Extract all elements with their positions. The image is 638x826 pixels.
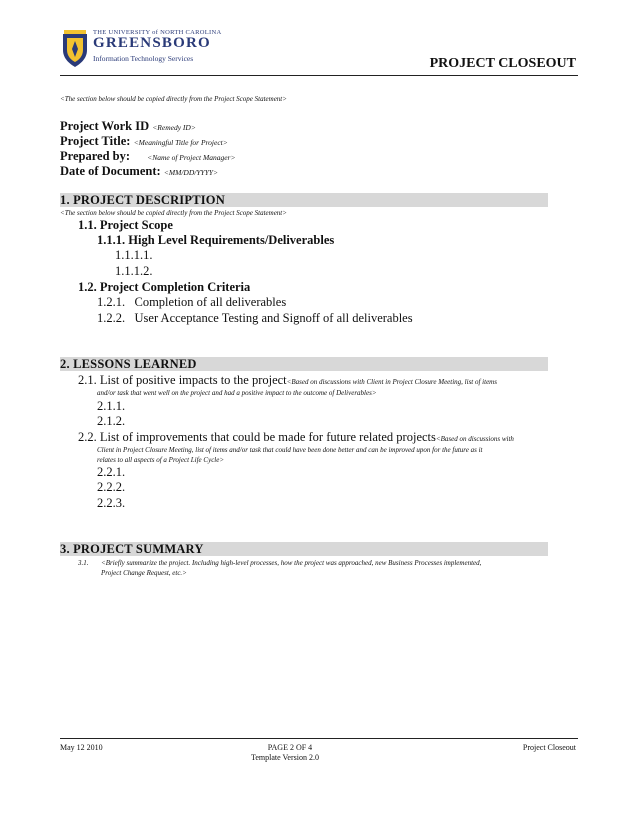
positive-impacts-note: <Based on discussions with Client in Project Closure Meeting, list of items (286, 378, 497, 386)
date-row (60, 164, 218, 179)
summary-note: <Briefly summarize the project. Including high-level processes, how the project was approached, new Business Processes implemented, (101, 559, 482, 567)
improvements-note: <Based on discussions with (435, 435, 514, 443)
positive-impacts-row (78, 373, 497, 388)
positive-item: 2.1.2. (97, 414, 126, 428)
logo-line-3: Information Technology Services (93, 54, 194, 63)
summary-item-number: 3.1. (78, 559, 89, 567)
positive-impacts-note-cont: and/or task that went well on the project and had a positive impact to the outcome of Deliverables> (97, 389, 377, 397)
improvements-row (78, 430, 514, 445)
date-label: Date of Document: (60, 164, 161, 178)
improvement-item: 2.2.3. (97, 496, 126, 510)
footer-page: PAGE 2 OF 4 (267, 743, 313, 752)
work-id-value: <Remedy ID> (152, 123, 196, 132)
footer-date: May 12 2010 (60, 743, 103, 752)
section-3-title: 3. PROJECT SUMMARY (60, 542, 204, 556)
footer-doc: Project Closeout (522, 743, 576, 752)
positive-impacts-label: 2.1. List of positive impacts to the project (78, 373, 287, 387)
project-scope-heading: 1.1. Project Scope (78, 218, 173, 232)
footer-version: Template Version 2.0 (251, 753, 319, 762)
work-id-label: Project Work ID (60, 119, 150, 133)
university-crest-icon (60, 28, 90, 68)
criteria-item: 1.2.1. Completion of all deliverables (97, 295, 287, 309)
intro-note: <The section below should be copied directly from the Project Scope Statement> (60, 95, 287, 103)
completion-criteria-heading: 1.2. Project Completion Criteria (78, 280, 251, 294)
positive-item: 2.1.1. (97, 399, 126, 413)
uncg-its-logo (60, 28, 222, 72)
criteria-item: 1.2.2. User Acceptance Testing and Signoff of all deliverables (97, 311, 413, 325)
improvements-note-cont-2: relates to all aspects of a Project Life Cycle> (97, 456, 225, 464)
project-title-row (60, 134, 228, 149)
requirement-item: 1.1.1.1. (115, 248, 153, 262)
summary-note-cont: Project Change Request, etc.> (101, 569, 187, 577)
project-title-value: <Meaningful Title for Project> (133, 138, 228, 147)
section-1-note: <The section below should be copied directly from the Project Scope Statement> (60, 209, 287, 217)
section-2-title: 2. LESSONS LEARNED (60, 357, 197, 371)
document-title: PROJECT CLOSEOUT (429, 56, 576, 71)
logo-line-1: THE UNIVERSITY of NORTH CAROLINA (93, 29, 222, 36)
work-id-row (60, 119, 196, 134)
prepared-by-value: <Name of Project Manager> (147, 153, 236, 162)
header-rule (60, 75, 578, 76)
improvements-note-cont: Client in Project Closure Meeting, list of items and/or task that could have been done better and can be improved upon for the future as it (97, 446, 483, 454)
improvement-item: 2.2.2. (97, 480, 126, 494)
improvements-label: 2.2. List of improvements that could be made for future related projects (78, 430, 436, 444)
improvement-item: 2.2.1. (97, 465, 126, 479)
requirements-heading: 1.1.1. High Level Requirements/Deliverables (97, 233, 335, 247)
prepared-by-row (60, 149, 236, 164)
prepared-by-label: Prepared by: (60, 149, 131, 163)
footer-rule (60, 738, 578, 739)
section-1-title: 1. PROJECT DESCRIPTION (60, 193, 225, 207)
logo-line-2: GREENSBORO (93, 35, 211, 51)
date-value: <MM/DD/YYYY> (163, 168, 219, 177)
requirement-item: 1.1.1.2. (115, 264, 153, 278)
project-title-label: Project Title: (60, 134, 131, 148)
